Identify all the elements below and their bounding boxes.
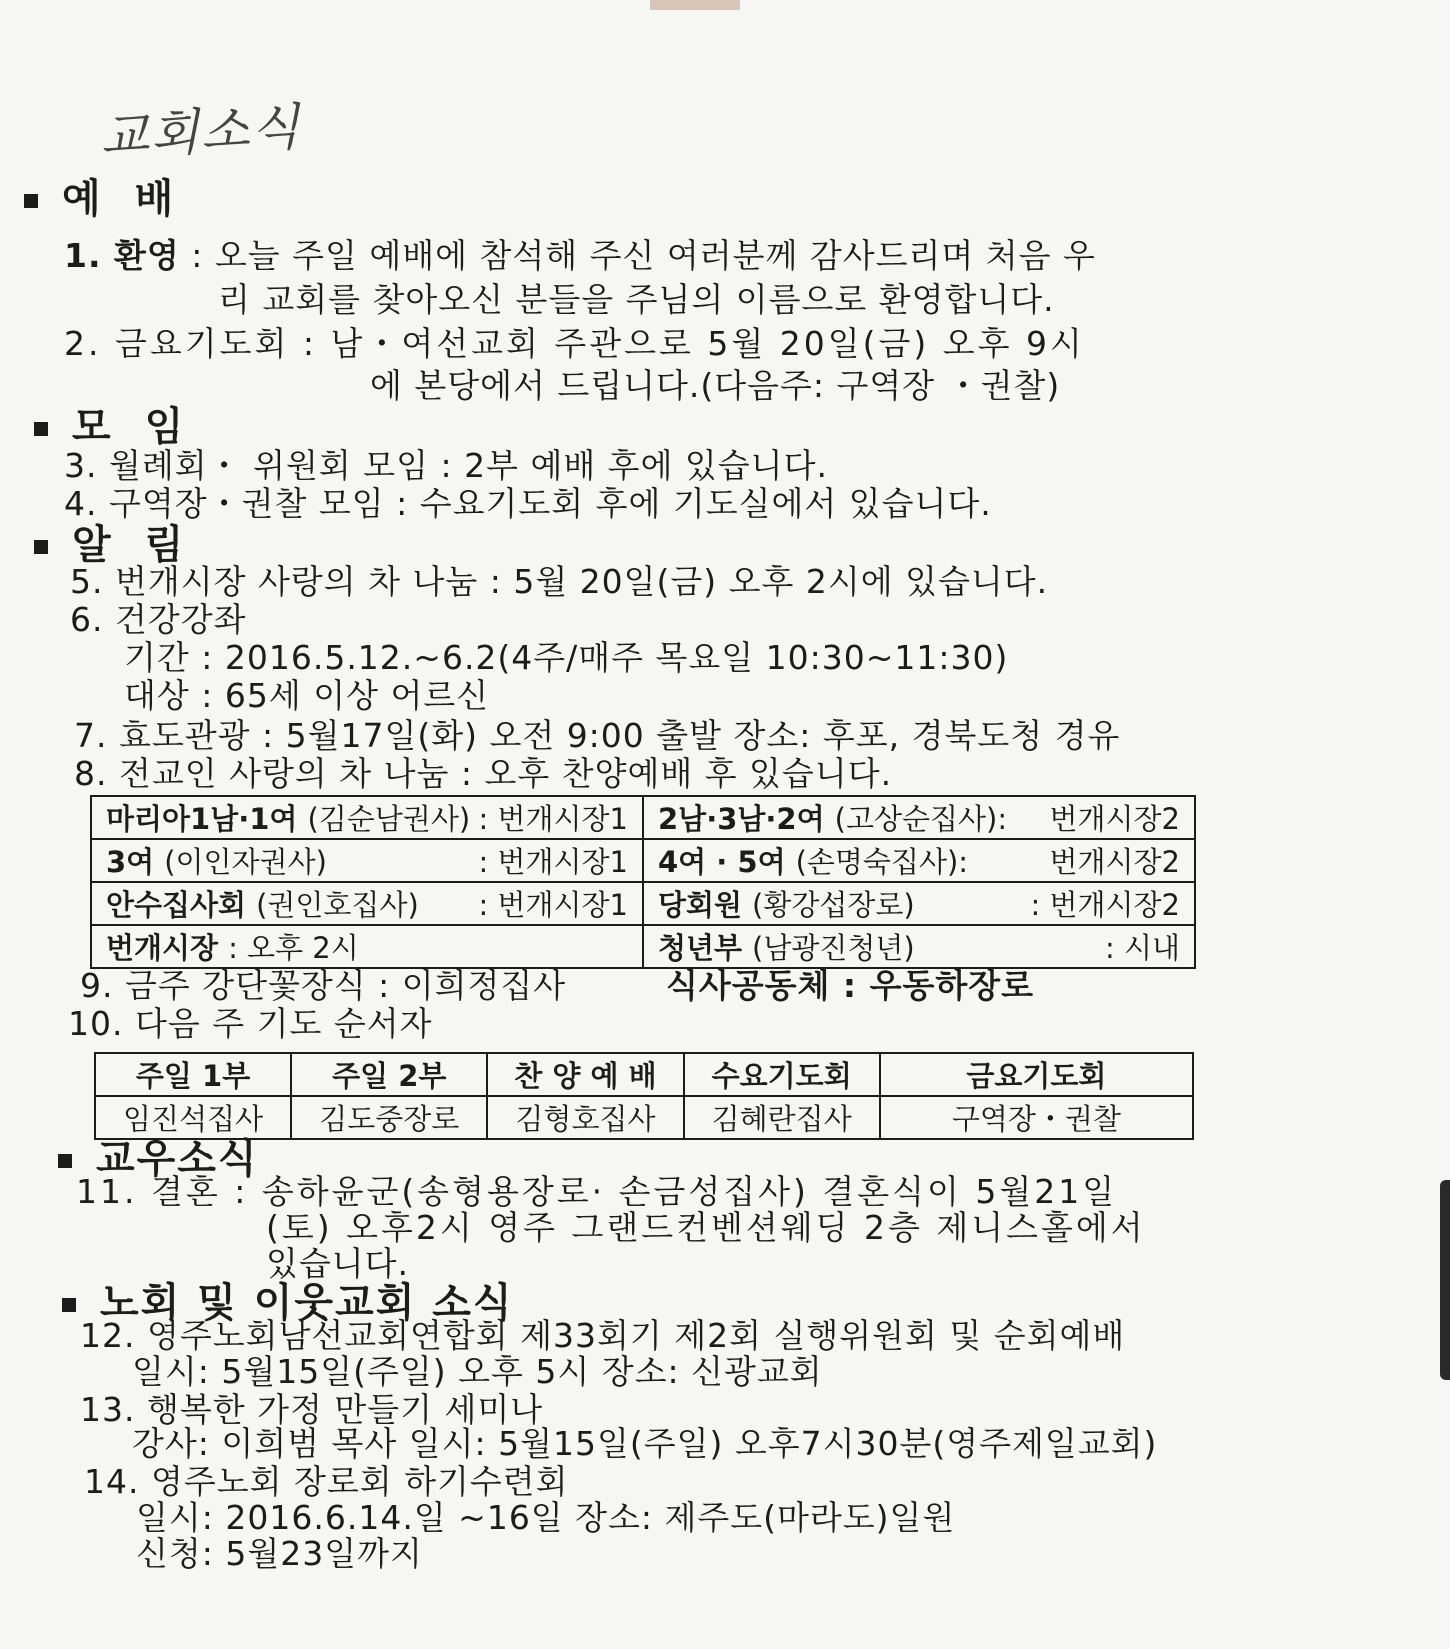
item-6: 6. 건강강좌	[70, 600, 247, 639]
item-8: 8. 전교인 사랑의 차 나눔 : 오후 찬양예배 후 있습니다.	[74, 754, 893, 793]
leader-name: (황강섭장로)	[752, 888, 915, 922]
item-12-detail: 일시: 5월15일(주일) 오후 5시 장소: 신광교회	[132, 1352, 823, 1391]
item-9: 9. 금주 강단꽃장식 : 이희정집사	[80, 966, 567, 1005]
item-6-period: 기간 : 2016.5.12.~6.2(4주/매주 목요일 10:30~11:30)	[124, 638, 1009, 677]
item-1-label: 1. 환영	[64, 236, 180, 275]
item-3: 3. 월례회・ 위원회 모임 : 2부 예배 후에 있습니다.	[64, 446, 828, 485]
group-name: 마리아1남·1여	[106, 802, 298, 836]
prayer-header-cell: 금요기도회	[880, 1053, 1193, 1096]
place-name: : 번개시장1	[478, 888, 628, 922]
leader-name: (고상순집사):	[834, 802, 1008, 836]
section-meeting-label: 모 임	[72, 404, 194, 450]
item-2-cont: 에 본당에서 드립니다.(다음주: 구역장 ・권찰)	[370, 366, 1061, 405]
item-7: 7. 효도관광 : 5월17일(화) 오전 9:00 출발 장소: 후포, 경북도청 경유	[74, 716, 1121, 755]
place-name: 번개시장2	[1049, 845, 1180, 879]
section-meeting	[34, 404, 193, 450]
right-cell	[643, 925, 1195, 968]
bullet-square-icon	[34, 422, 48, 436]
leader-name: : 오후 2시	[228, 931, 359, 965]
prayer-name-cell: 김혜란집사	[684, 1096, 880, 1139]
item-1-cont: 리 교회를 찾아오신 분들을 주님의 이름으로 환영합니다.	[218, 280, 1055, 319]
tea-table-row	[91, 796, 1195, 839]
group-name: 2남·3남·2여	[658, 802, 825, 836]
place-name: 번개시장2	[1049, 802, 1180, 836]
item-6-target: 대상 : 65세 이상 어르신	[124, 676, 490, 715]
item-9-meal: 식사공동체 : 우동하장로	[666, 966, 1034, 1005]
item-10: 10. 다음 주 기도 순서자	[68, 1004, 433, 1043]
prayer-header-cell: 주일 2부	[291, 1053, 487, 1096]
section-worship-label: 예 배	[62, 176, 184, 222]
item-13-detail: 강사: 이희범 목사 일시: 5월15일(주일) 오후7시30분(영주제일교회)	[132, 1424, 1158, 1463]
item-4: 4. 구역장・권찰 모임 : 수요기도회 후에 기도실에서 있습니다.	[64, 484, 992, 523]
place-name: : 번개시장1	[478, 845, 628, 879]
prayer-name-cell: 임진석집사	[95, 1096, 291, 1139]
prayer-header-cell: 찬 양 예 배	[487, 1053, 683, 1096]
group-name: 당회원	[658, 888, 743, 922]
paper-mark	[650, 0, 740, 10]
prayer-header-cell: 수요기도회	[684, 1053, 880, 1096]
item-5: 5. 번개시장 사랑의 차 나눔 : 5월 20일(금) 오후 2시에 있습니다.	[70, 562, 1049, 601]
group-name: 4여 · 5여	[658, 845, 786, 879]
section-worship	[24, 176, 183, 222]
tea-table-row	[91, 925, 1195, 968]
bullet-square-icon	[24, 194, 38, 208]
bullet-square-icon	[34, 540, 48, 554]
item-2: 2. 금요기도회 : 남・여선교회 주관으로 5월 20일(금) 오후 9시	[64, 324, 1085, 363]
tea-sharing-table	[90, 795, 1196, 969]
group-name: 번개시장	[106, 931, 219, 965]
item-11-cont1: (토) 오후2시 영주 그랜드컨벤션웨딩 2층 제니스홀에서	[266, 1208, 1146, 1247]
leader-name: (남광진청년)	[752, 931, 915, 965]
group-name: 3여	[106, 845, 155, 879]
tea-table-row	[91, 839, 1195, 882]
place-name: : 번개시장2	[1030, 888, 1180, 922]
leader-name: (권인호집사)	[256, 888, 419, 922]
item-11-cont2: 있습니다.	[266, 1244, 410, 1283]
item-14: 14. 영주노회 장로회 하기수련회	[84, 1462, 569, 1501]
place-name: : 번개시장1	[478, 802, 628, 836]
bullet-square-icon	[62, 1298, 76, 1312]
prayer-header-cell: 주일 1부	[95, 1053, 291, 1096]
right-cell	[643, 796, 1195, 839]
left-cell	[91, 882, 643, 925]
left-cell	[91, 796, 643, 839]
item-1	[64, 236, 1096, 276]
right-cell	[643, 882, 1195, 925]
section-notice-label: 알 림	[72, 522, 194, 568]
leader-name: (김순남권사)	[307, 802, 471, 836]
prayer-name-cell: 구역장・권찰	[880, 1096, 1193, 1139]
bullet-square-icon	[58, 1154, 72, 1168]
leader-name: (이인자권사)	[164, 845, 327, 879]
page-edge-shadow	[1440, 1180, 1450, 1380]
left-cell	[91, 925, 643, 968]
group-name: 안수집사회	[106, 888, 247, 922]
section-members-label: 교우소식	[96, 1136, 259, 1182]
tea-table-row	[91, 882, 1195, 925]
right-cell	[643, 839, 1195, 882]
leader-name: (손명숙집사):	[795, 845, 969, 879]
item-11: 11. 결혼 : 송하윤군(송형용장로· 손금성집사) 결혼식이 5월21일	[76, 1172, 1118, 1211]
item-1-text: : 오늘 주일 예배에 참석해 주신 여러분께 감사드리며 처음 우	[191, 236, 1096, 275]
item-12: 12. 영주노회남선교회연합회 제33회기 제2회 실행위원회 및 순회예배	[80, 1316, 1126, 1355]
prayer-name-cell: 김도중장로	[291, 1096, 487, 1139]
place-name: : 시내	[1104, 931, 1180, 965]
item-14-detail2: 신청: 5월23일까지	[136, 1534, 423, 1573]
page-title: 교회소식	[98, 97, 303, 167]
item-13: 13. 행복한 가정 만들기 세미나	[80, 1390, 544, 1429]
section-presbytery-label: 노회 및 이웃교회 소식	[100, 1280, 514, 1326]
group-name: 청년부	[658, 931, 743, 965]
prayer-name-cell: 김형호집사	[487, 1096, 683, 1139]
item-14-detail1: 일시: 2016.6.14.일 ~16일 장소: 제주도(마라도)일원	[136, 1498, 956, 1537]
prayer-order-table	[94, 1052, 1194, 1140]
left-cell	[91, 839, 643, 882]
